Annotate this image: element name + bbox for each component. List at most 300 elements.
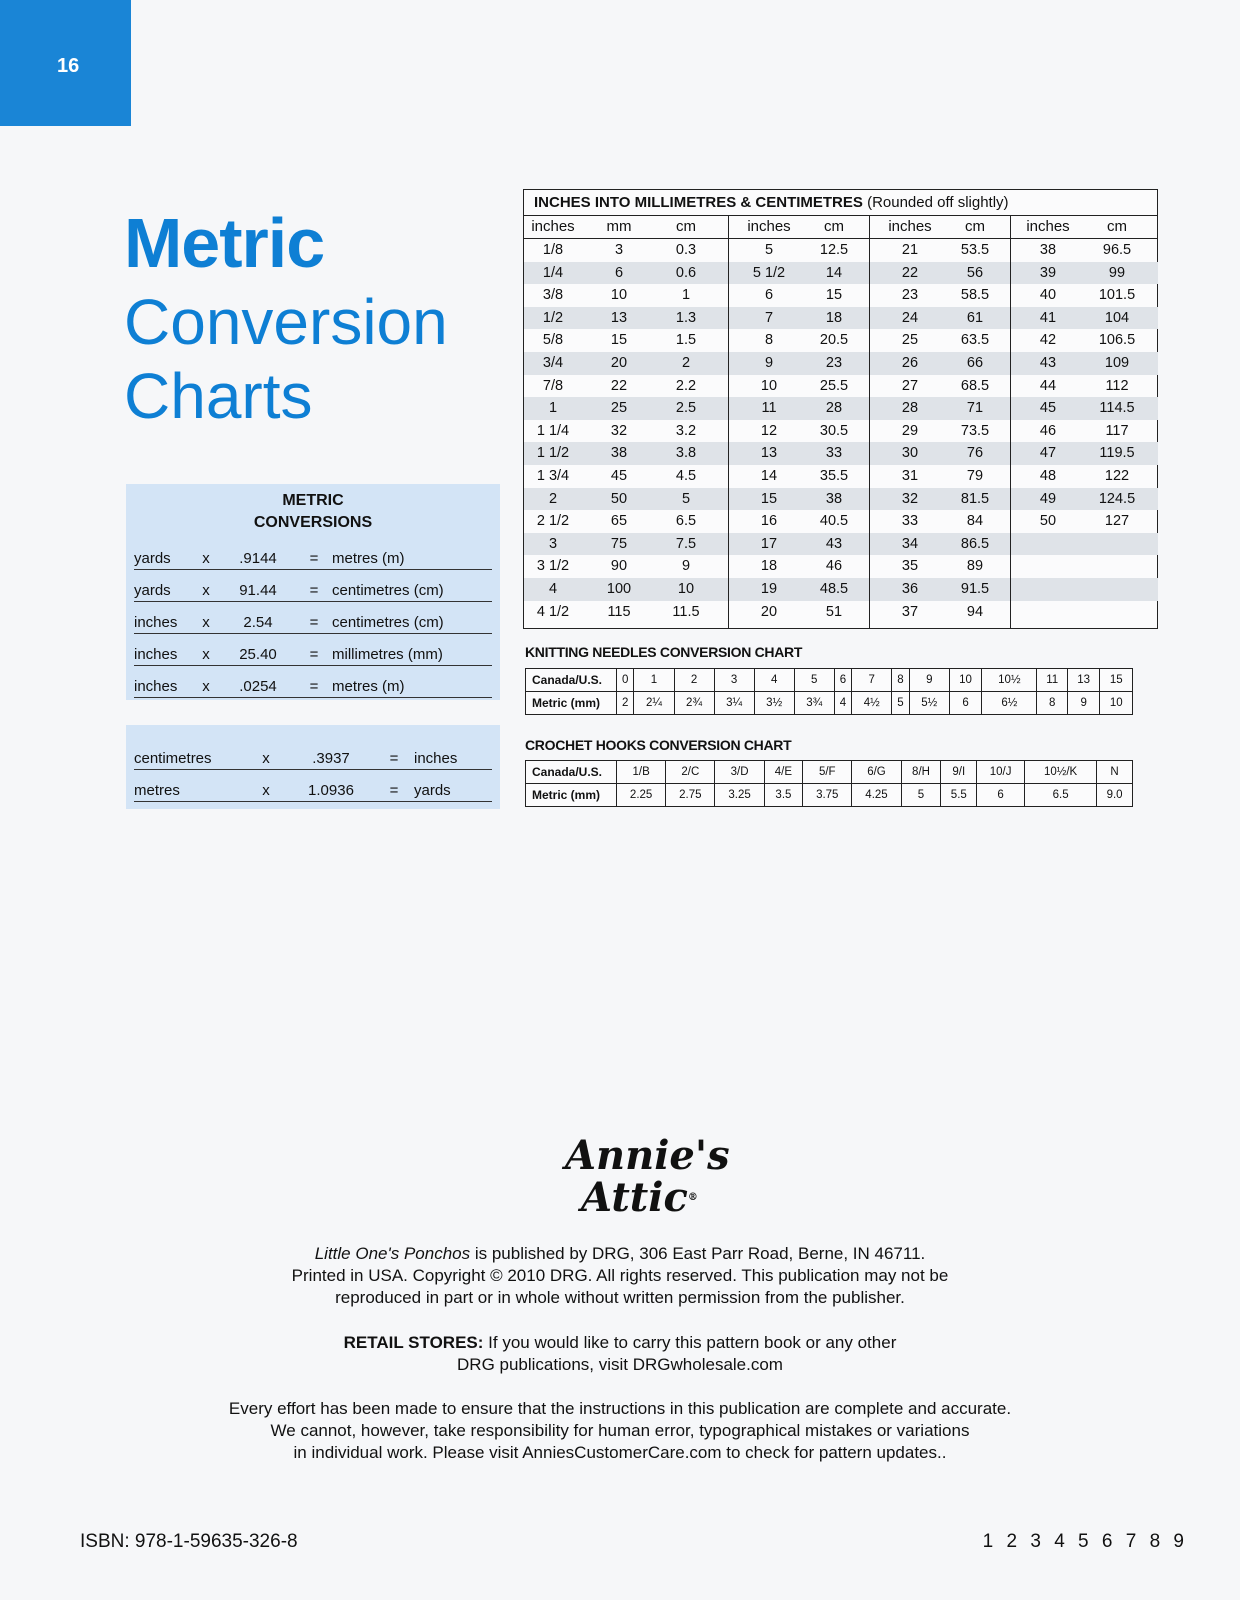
size-cell: 1/B: [617, 761, 666, 784]
conversion-unit: inches: [134, 666, 192, 698]
inches-table-body: [524, 216, 1157, 628]
cell-in: 45: [1039, 400, 1057, 417]
retail-info: RETAIL STORES: If you would like to carry this pattern book or any other DRG publications, visit DRGwholesale.com: [343, 1333, 897, 1374]
size-cell: 5½: [909, 692, 949, 715]
cell-in: 10: [760, 377, 778, 394]
cell-in: 19: [760, 581, 778, 597]
cell-cm: 104: [1104, 309, 1130, 326]
size-cell: 2: [674, 669, 714, 692]
table-row: [870, 601, 1011, 624]
metric-conversions-table: [134, 538, 492, 698]
cell-cm: 112: [1105, 377, 1129, 394]
cell-cm: 33: [825, 445, 843, 462]
cell-cm: 101.5: [1098, 287, 1136, 304]
cell-mm: 22: [610, 377, 628, 394]
conversion-eq: =: [374, 738, 414, 770]
cell-in: 35: [901, 558, 919, 575]
cell-cm: 58.5: [960, 287, 990, 304]
cell-cm: 6.5: [675, 513, 697, 530]
chart-row: [526, 784, 1133, 807]
size-cell: 5: [794, 669, 834, 692]
cell-cm: 2.2: [675, 377, 697, 394]
cell-in: 40: [1039, 287, 1057, 304]
size-cell: 4: [834, 692, 851, 715]
cell-cm: 4.5: [675, 468, 697, 484]
cell-cm: 56: [966, 264, 984, 281]
table-row: [729, 488, 870, 511]
conversion-factor: .3937: [288, 738, 374, 770]
size-cell: 9.0: [1097, 784, 1133, 807]
size-cell: 10: [949, 669, 982, 692]
conversion-factor: 1.0936: [288, 770, 374, 802]
cell-in: 13: [760, 445, 778, 462]
size-cell: 10/J: [977, 761, 1025, 784]
size-cell: 10½/K: [1025, 761, 1097, 784]
table-row: [729, 578, 870, 601]
cell-in: 50: [1039, 513, 1057, 530]
conversion-unit: yards: [134, 570, 192, 602]
size-cell: 4½: [852, 692, 892, 715]
title-line-3: Charts: [124, 360, 313, 432]
size-cell: 9/I: [941, 761, 977, 784]
table-row: [870, 262, 1011, 285]
conversion-eq: =: [296, 634, 332, 666]
conversion-row: [134, 634, 492, 666]
size-cell: 6½: [982, 692, 1037, 715]
cell-cm: 79: [966, 468, 984, 484]
cell-in: 1/4: [542, 264, 564, 281]
cell-cm: 68.5: [960, 377, 990, 394]
title-line-1: Metric: [124, 204, 325, 282]
table-row: [524, 601, 728, 624]
size-cell: 3½: [754, 692, 794, 715]
annies-attic-logo: Annie's Attic®: [565, 1132, 730, 1221]
table-row: [524, 352, 728, 375]
cell-cm: 35.5: [819, 468, 849, 484]
cell-cm: 122: [1104, 468, 1130, 484]
cell-cm: 9: [681, 558, 691, 575]
table-row: [870, 533, 1011, 556]
cell-in: 2 1/2: [536, 513, 570, 530]
cell-cm: 127: [1104, 513, 1130, 530]
conversion-result: inches: [414, 738, 492, 770]
table-row: [1011, 329, 1158, 352]
cell-cm: 5: [681, 490, 691, 507]
cell-in: 1 1/4: [536, 422, 570, 439]
table-row: [729, 555, 870, 578]
size-cell: 7: [852, 669, 892, 692]
cell-mm: 90: [610, 558, 628, 575]
cell-mm: 65: [610, 513, 628, 530]
title-line-2: Conversion: [124, 286, 448, 358]
table-row: [729, 601, 870, 624]
table-row: [870, 239, 1011, 262]
conversion-factor: .9144: [220, 538, 296, 570]
cell-cm: 12.5: [819, 242, 849, 258]
conversion-result: centimetres (cm): [332, 570, 492, 602]
cell-cm: 96.5: [1102, 242, 1132, 258]
table-row: [524, 397, 728, 420]
table-row: [524, 420, 728, 443]
table-row: [1011, 442, 1158, 465]
cell-cm: 84: [966, 513, 984, 530]
cell-in: 3/8: [542, 287, 564, 304]
conversion-row: [134, 738, 492, 770]
cell-mm: 25: [610, 400, 628, 417]
size-cell: 10½: [982, 669, 1037, 692]
table-row: [524, 510, 728, 533]
table-row: [870, 375, 1011, 398]
table-row: [1011, 510, 1158, 533]
cell-in: 25: [901, 332, 919, 349]
size-cell: 9: [1067, 692, 1100, 715]
cell-cm: 2: [681, 355, 691, 371]
table-row: [1011, 578, 1158, 601]
conversion-row: [134, 602, 492, 634]
cell-cm: 3.2: [675, 422, 697, 439]
cell-cm: 20.5: [819, 332, 849, 349]
size-cell: 2.25: [617, 784, 666, 807]
table-row: [729, 465, 870, 488]
table-row: [1011, 239, 1158, 262]
cell-cm: 28: [825, 400, 843, 417]
conversion-op: x: [192, 538, 220, 570]
table-row: [1011, 397, 1158, 420]
table-row: [729, 284, 870, 307]
column-header-cm: cm: [1107, 218, 1127, 235]
table-row: [729, 397, 870, 420]
size-cell: 2¾: [674, 692, 714, 715]
cell-cm: 40.5: [819, 513, 849, 530]
size-cell: 11: [1037, 669, 1068, 692]
cell-cm: 23: [825, 355, 843, 371]
cell-in: 24: [901, 309, 919, 326]
cell-in: 1/2: [542, 309, 564, 326]
printing-numbers: 1 2 3 4 5 6 7 8 9: [982, 1531, 1188, 1552]
table-row: [729, 329, 870, 352]
cell-cm: 86.5: [960, 535, 990, 552]
table-row: [524, 329, 728, 352]
cell-in: 21: [901, 242, 919, 258]
knitting-chart-title: KNITTING NEEDLES CONVERSION CHART: [525, 644, 803, 660]
cell-cm: 1.5: [675, 332, 697, 349]
column-header-cm: cm: [965, 218, 985, 235]
conversion-eq: =: [374, 770, 414, 802]
table-row: [870, 465, 1011, 488]
cell-in: 8: [764, 332, 774, 349]
conversion-op: x: [192, 602, 220, 634]
table-row: [1011, 601, 1158, 624]
table-row: [870, 284, 1011, 307]
table-row: [524, 555, 728, 578]
table-row: [729, 442, 870, 465]
cell-in: 30: [901, 445, 919, 462]
cell-cm: 94: [966, 603, 984, 620]
conversion-op: x: [244, 738, 288, 770]
table-row: [524, 307, 728, 330]
cell-cm: 124.5: [1098, 490, 1136, 507]
inches-column-group: [869, 216, 1011, 628]
cell-in: 46: [1039, 422, 1057, 439]
cell-in: 7: [764, 309, 774, 326]
cell-cm: 38: [825, 490, 843, 507]
table-row: [1011, 420, 1158, 443]
size-cell: 6/G: [852, 761, 901, 784]
cell-in: 23: [901, 287, 919, 304]
table-row: [729, 262, 870, 285]
cell-in: 34: [901, 535, 919, 552]
knitting-needles-table: [525, 668, 1133, 715]
cell-mm: 32: [610, 422, 628, 439]
cell-in: 41: [1039, 309, 1057, 326]
cell-cm: 1.3: [675, 309, 697, 326]
size-cell: 10: [1100, 692, 1133, 715]
cell-cm: 10: [677, 581, 695, 597]
cell-cm: 3.8: [675, 445, 697, 462]
table-row: [870, 307, 1011, 330]
conversion-row: [134, 666, 492, 698]
cell-cm: 99: [1108, 264, 1126, 281]
size-cell: 5/F: [803, 761, 852, 784]
column-header-in: inches: [888, 218, 932, 235]
cell-mm: 13: [610, 309, 628, 326]
cell-cm: 48.5: [819, 581, 849, 597]
cell-cm: 43: [825, 535, 843, 552]
size-cell: 13: [1067, 669, 1100, 692]
cell-in: 17: [760, 535, 778, 552]
cell-in: 5 1/2: [752, 264, 786, 281]
size-cell: 8: [892, 669, 909, 692]
column-header-in: inches: [1026, 218, 1070, 235]
table-row: [1011, 375, 1158, 398]
cell-cm: 71: [966, 400, 984, 417]
chart-row: [526, 692, 1133, 715]
cell-in: 49: [1039, 490, 1057, 507]
table-row: [729, 533, 870, 556]
cell-cm: 117: [1105, 422, 1129, 439]
cell-in: 7/8: [542, 377, 564, 394]
conversion-unit: inches: [134, 602, 192, 634]
table-row: [1011, 262, 1158, 285]
size-cell: 6.5: [1025, 784, 1097, 807]
cell-cm: 18: [825, 309, 843, 326]
cell-cm: 73.5: [960, 422, 990, 439]
reverse-conversions-table: [134, 738, 492, 802]
cell-cm: 109: [1104, 355, 1130, 371]
cell-in: 1: [548, 400, 558, 417]
conversion-op: x: [192, 634, 220, 666]
cell-mm: 100: [606, 581, 632, 597]
conversion-factor: 2.54: [220, 602, 296, 634]
column-header-cm: cm: [824, 218, 844, 235]
conversion-result: centimetres (cm): [332, 602, 492, 634]
conversion-row: [134, 538, 492, 570]
cell-in: 22: [901, 264, 919, 281]
cell-in: 48: [1039, 468, 1057, 484]
cell-in: 16: [760, 513, 778, 530]
conversion-row: [134, 770, 492, 802]
cell-cm: 0.6: [675, 264, 697, 281]
table-row: [524, 533, 728, 556]
isbn: ISBN: 978-1-59635-326-8: [80, 1531, 298, 1552]
conversion-eq: =: [296, 570, 332, 602]
table-row: [1011, 488, 1158, 511]
cell-cm: 14: [825, 264, 843, 281]
cell-in: 44: [1039, 377, 1057, 394]
table-row: [729, 352, 870, 375]
conversion-row: [134, 570, 492, 602]
cell-cm: 11.5: [672, 603, 700, 620]
table-row: [1011, 307, 1158, 330]
size-cell: 8: [1037, 692, 1068, 715]
column-header-in: inches: [531, 218, 575, 235]
page-number-tab: [0, 0, 131, 126]
table-row: [1011, 533, 1158, 556]
conversion-op: x: [192, 666, 220, 698]
cell-mm: 50: [610, 490, 628, 507]
cell-cm: 51: [825, 603, 843, 620]
table-row: [524, 488, 728, 511]
size-cell: 3.75: [803, 784, 852, 807]
cell-in: 43: [1039, 355, 1057, 371]
cell-cm: 1: [681, 287, 691, 304]
size-cell: 6: [977, 784, 1025, 807]
inches-table-title: INCHES INTO MILLIMETRES & CENTIMETRES (Rounded off slightly): [524, 190, 1157, 216]
size-cell: 9: [909, 669, 949, 692]
size-cell: 4.25: [852, 784, 901, 807]
conversion-unit: inches: [134, 634, 192, 666]
cell-cm: 91.5: [960, 581, 990, 597]
table-row: [870, 488, 1011, 511]
table-row: [1011, 465, 1158, 488]
cell-in: 5: [764, 242, 774, 258]
table-row: [870, 329, 1011, 352]
table-row: [870, 442, 1011, 465]
cell-mm: 20: [610, 355, 628, 371]
cell-cm: 119.5: [1099, 445, 1135, 462]
size-cell: 2/C: [666, 761, 715, 784]
cell-mm: 75: [610, 535, 628, 552]
cell-cm: 89: [966, 558, 984, 575]
cell-in: 2: [548, 490, 558, 507]
cell-cm: 66: [966, 355, 984, 371]
disclaimer: Every effort has been made to ensure that the instructions in this publication are complete and accurate. We cannot, however, take responsibility for human error, typographical mistakes or variations in individual work. Please visit AnniesCustomerCare.com to check for pattern updates..: [228, 1399, 1012, 1462]
metric-conversions-heading: METRIC CONVERSIONS: [253, 492, 373, 531]
size-cell: 6: [949, 692, 982, 715]
cell-in: 26: [901, 355, 919, 371]
cell-in: 47: [1039, 445, 1057, 462]
cell-in: 5/8: [542, 332, 564, 349]
cell-cm: 15: [825, 287, 843, 304]
table-row: [729, 375, 870, 398]
cell-in: 32: [901, 490, 919, 507]
cell-cm: 61: [966, 309, 984, 326]
size-cell: 4/E: [764, 761, 802, 784]
cell-in: 1 3/4: [536, 468, 570, 484]
size-cell: 5.5: [941, 784, 977, 807]
size-cell: 3.25: [715, 784, 764, 807]
page-number: 16: [57, 55, 80, 77]
row-label: Canada/U.S.: [526, 669, 617, 692]
cell-in: 28: [901, 400, 919, 417]
crochet-hooks-table: [525, 760, 1133, 807]
cell-in: 3 1/2: [536, 558, 570, 575]
cell-in: 31: [901, 468, 919, 484]
size-cell: 3¼: [714, 692, 754, 715]
row-label: Metric (mm): [526, 692, 617, 715]
cell-cm: 76: [966, 445, 984, 462]
size-cell: 0: [617, 669, 634, 692]
row-label: Metric (mm): [526, 784, 617, 807]
cell-mm: 15: [610, 332, 628, 349]
size-cell: 3/D: [715, 761, 764, 784]
row-label: Canada/U.S.: [526, 761, 617, 784]
size-cell: 3.5: [764, 784, 802, 807]
conversion-result: yards: [414, 770, 492, 802]
column-header-row: [729, 216, 870, 239]
crochet-chart-title: CROCHET HOOKS CONVERSION CHART: [525, 737, 792, 753]
cell-in: 20: [760, 603, 778, 620]
inches-column-group: [1010, 216, 1158, 628]
cell-in: 27: [901, 377, 919, 394]
conversion-unit: yards: [134, 538, 192, 570]
conversion-eq: =: [296, 538, 332, 570]
page-title: [124, 204, 448, 432]
inches-column-group: [524, 216, 728, 628]
cell-cm: 7.5: [675, 535, 697, 552]
cell-in: 1 1/2: [536, 445, 570, 462]
column-header-mm: mm: [606, 218, 632, 235]
table-row: [870, 352, 1011, 375]
column-header-in: inches: [747, 218, 791, 235]
cell-cm: 46: [825, 558, 843, 575]
cell-cm: 63.5: [960, 332, 990, 349]
table-row: [1011, 555, 1158, 578]
reverse-conversions-box: [126, 725, 500, 809]
cell-in: 39: [1039, 264, 1057, 281]
cell-in: 38: [1039, 242, 1057, 258]
cell-in: 12: [760, 422, 778, 439]
table-row: [870, 397, 1011, 420]
conversion-result: millimetres (mm): [332, 634, 492, 666]
cell-in: 33: [901, 513, 919, 530]
table-row: [870, 510, 1011, 533]
table-row: [524, 442, 728, 465]
cell-cm: 106.5: [1098, 332, 1136, 349]
cell-mm: 45: [610, 468, 628, 484]
cell-in: 37: [901, 603, 919, 620]
conversion-op: x: [192, 570, 220, 602]
chart-row: [526, 669, 1133, 692]
cell-in: 3/4: [542, 355, 564, 371]
size-cell: 1: [634, 669, 674, 692]
cell-cm: 53.5: [960, 242, 990, 258]
table-row: [870, 578, 1011, 601]
cell-in: 42: [1039, 332, 1057, 349]
table-row: [870, 555, 1011, 578]
table-row: [1011, 284, 1158, 307]
size-cell: 3: [714, 669, 754, 692]
table-row: [524, 262, 728, 285]
table-row: [1011, 352, 1158, 375]
size-cell: 3¾: [794, 692, 834, 715]
inches-column-group: [728, 216, 870, 628]
cell-in: 29: [901, 422, 919, 439]
conversion-eq: =: [296, 666, 332, 698]
table-row: [524, 375, 728, 398]
table-row: [729, 239, 870, 262]
size-cell: 15: [1100, 669, 1133, 692]
